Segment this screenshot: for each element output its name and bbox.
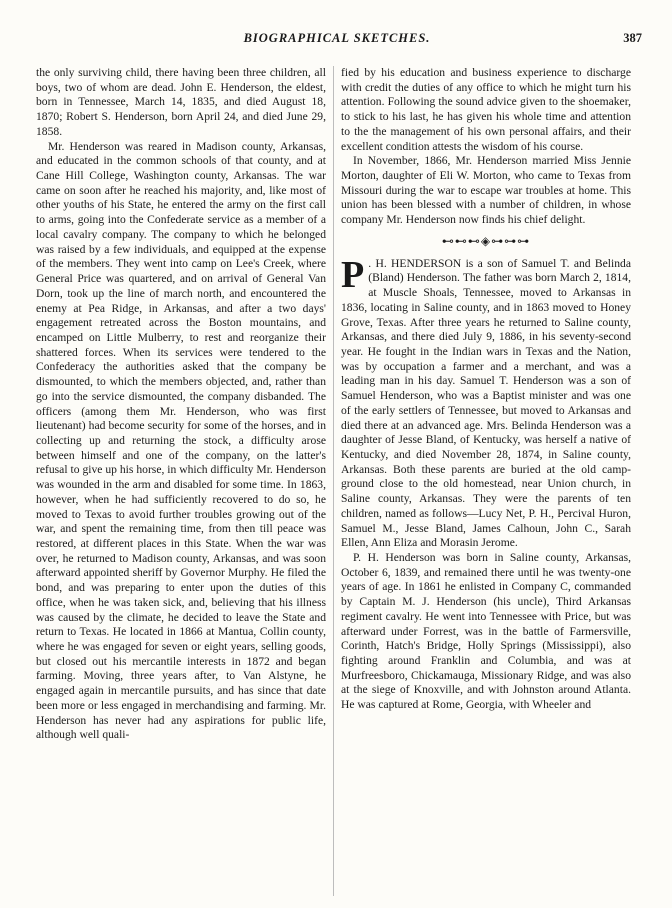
page-header [32, 31, 642, 49]
paragraph: In November, 1866, Mr. Henderson married Miss Jennie Morton, daughter of Eli W. Morton, who came to Texas from Missouri during the war to escape war troubles at home. This union has been blessed with a number of children, in whose company Mr. Henderson now finds his chief delight. [341, 154, 631, 227]
left-column [36, 66, 326, 743]
section-ornament: ⊷⊷⊷◈⊶⊶⊶ [441, 233, 531, 248]
bio-opening-paragraph [341, 253, 631, 551]
paragraph: fied by his education and business experience to discharge with credit the duties of any office to which he might turn his attention. Following the sound advice given to the shoemaker, to stick to his last, he has given his whole time and attention to the the management of his own personal affairs, and their excellent condition attests the wisdom of his course. [341, 66, 631, 153]
page-number: 387 [623, 31, 642, 45]
paragraph-text: . H. HENDERSON is a son of Samuel T. and Belinda (Bland) Henderson. The father was born March 2, 1814, at Muscle Shoals, Tennessee, moved to Arkansas in 1836, locating in Saline county, and in 1863 moved to Honey Grove, Texas. After three years he returned to Saline county, Arkansas, and there died July 9, 1886, in his seventy-second year. He fought in the Indian wars in Texas and the Nation, was by occupation a farmer and a merchant, and was a leading man in his day. Samuel T. Henderson was a son of Samuel Henderson, who was a Baptist minister and was one of the early settlers of Tennessee, but moved to Arkansas and died there at an advanced age. Mrs. Belinda Henderson was a daughter of Jesse Bland, of Kentucky, was herself a native of Kentucky, and died November 28, 1874, in Saline county, Arkansas. Both these parents are buried at the old camp-ground close to the old homestead, near Union church, in Saline county, Arkansas. They were the parents of ten children, named as follows—Lucy Net, P. H., Percival Huron, Samuel M., Jesse Bland, James Calhoun, John C., Sarah Ellen, Ann Eliza and Morasin Jerome. [341, 256, 631, 550]
column-divider [333, 66, 334, 896]
paragraph: P. H. Henderson was born in Saline county, Arkansas, October 6, 1839, and remained there until he was twenty-one years of age. In 1861 he enlisted in Company C, commanded by Captain M. J. Henderson (his uncle), Third Arkansas regiment cavalry. He went into Tennessee with Price, but was afterward under Forrest, was in the battle of Farmersville, Corinth, Hatch's Bridge, Holly Springs (Mississippi), also fighting around Franklin and Columbia, and was at Murfreesboro, Chickamauga, Missionary Ridge, and was also at the siege of Knoxville, and with Johnston around Atlanta. He was captured at Rome, Georgia, with Wheeler and [341, 551, 631, 712]
running-title: BIOGRAPHICAL SKETCHES. [243, 31, 431, 45]
drop-cap: P [341, 253, 365, 296]
paragraph: Mr. Henderson was reared in Madison county, Arkansas, and educated in the common schools of that county, and at Cane Hill College, Washington county, Arkansas. The war came on soon after he reached his majority, and, like most of other youths of his State, he entered the army on the first call to arms, going into the Confederate service as a member of a local cavalry company. The company to which he belonged was raised by a few individuals, and equipped at the expense of the members. They went into camp on Lee's Creek, where General Price was quartered, and on arrival of General Van Dorn, took up the line of march north, and encountered the enemy at Pea Ridge, in Arkansas, and after a two days' engagement retreated across the Boston mountains, and encamped on Little Mulberry, to rest and reorganize their shattered forces. When its services were tendered to the Confederacy the authorities asked that the company be dismounted, to which the members objected, and, rather than go into the service dismounted, the company disbanded. The officers (among them Mr. Henderson, who was first lieutenant) had become security for some of the horses, and in collecting up and returning the stock, a difficulty arose between himself and one of the company, on the latter's refusal to give up his horse, in which difficulty Mr. Henderson was wounded in the arm and disabled for some time. In 1863, however, when he had sufficiently recovered to do so, he moved to Texas to avoid further troubles growing out of the war, and spent the remaining time, from then till peace was restored, at different places in this State. When the war was over, he returned to Madison county, Arkansas, and was soon afterward appointed sheriff by Governor Murphy. He filed the bond, and was preparing to enter upon the duties of this office, when he was taken sick, and, believing that his illness was caused by the climate, he decided to leave the State and return to Texas. He located in 1866 at Mantua, Collin county, where he was engaged for seven or eight years, selling goods, but closed out his mercantile interests in 1872 and began farming. Moving, three years after, to Van Alstyne, he engaged again in mercantile pursuits, and has since that date been more or less engaged in merchandising and farming. Mr. Henderson has never had any aspirations for public life, although well quali- [36, 139, 326, 742]
paragraph: the only surviving child, there having been three children, all boys, two of whom are dead. John E. Henderson, the eldest, born in Tennessee, March 14, 1835, and died August 18, 1870; Robert S. Henderson, born April 24, and died June 29, 1858. [36, 66, 326, 138]
right-column [341, 66, 631, 713]
